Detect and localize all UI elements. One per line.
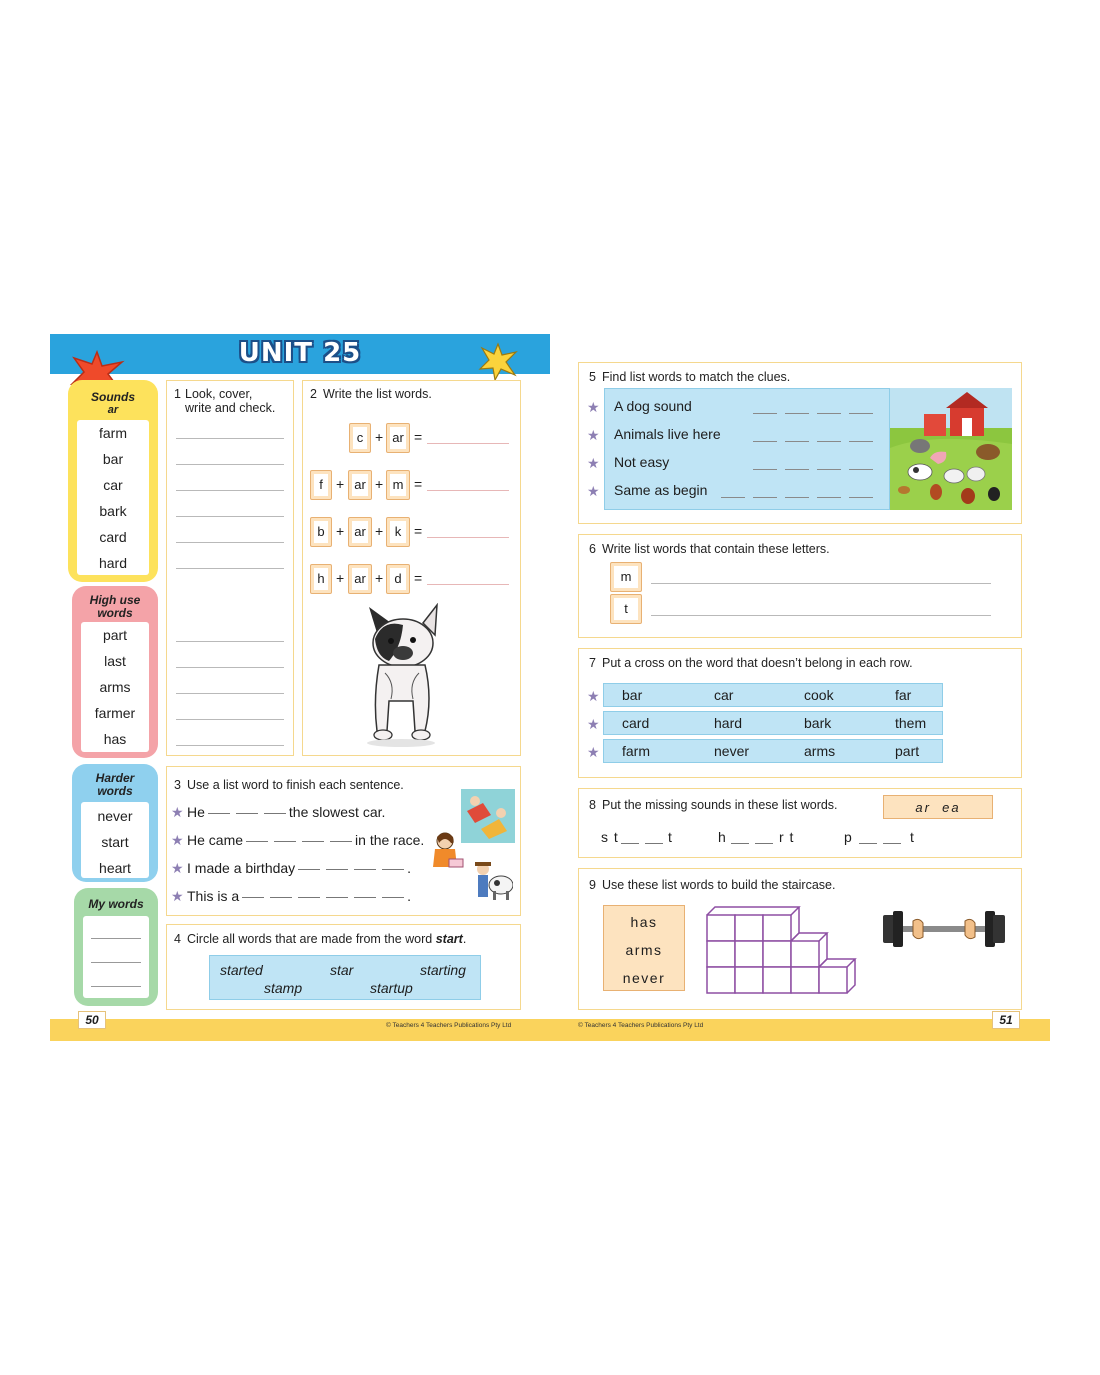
staircase-word: has [630, 914, 658, 930]
plus-sign: + [375, 429, 384, 445]
q5-instruction: Find list words to match the clues. [602, 370, 791, 384]
letter-blank[interactable] [721, 497, 745, 498]
answer-line[interactable] [427, 490, 509, 491]
answer-line[interactable] [176, 693, 284, 694]
harder-subtitle: words [97, 784, 133, 798]
sound-options-box [883, 795, 993, 819]
letter-tile: ar [386, 423, 410, 453]
letter-blank[interactable] [354, 896, 376, 898]
letter-blank[interactable] [753, 441, 777, 442]
row-word[interactable]: car [714, 687, 734, 703]
copyright-right: © Teachers 4 Teachers Publications Pty Ltd [578, 1022, 704, 1029]
barbell-illustration [879, 907, 1009, 951]
letter-blank[interactable] [326, 868, 348, 870]
letter-blank[interactable] [817, 441, 841, 442]
list-item: has [103, 731, 127, 747]
letter-tile: ar [348, 517, 372, 547]
row-word[interactable]: farm [622, 743, 650, 759]
letter-blank[interactable] [849, 441, 873, 442]
list-item: last [104, 653, 126, 669]
word-end: t [910, 829, 914, 845]
q4-number: 4 [174, 932, 181, 946]
q3-number: 3 [174, 778, 181, 792]
star-icon: ★ [587, 716, 600, 732]
letter-tile: t [610, 594, 642, 624]
q7-panel [578, 648, 1022, 778]
star-icon: ★ [171, 832, 184, 848]
letter-blank[interactable] [817, 469, 841, 470]
list-item: heart [99, 860, 131, 876]
writing-line [91, 986, 141, 987]
letter-blank[interactable] [326, 896, 348, 898]
star-icon: ★ [587, 483, 600, 499]
high-use-words-box [72, 586, 158, 758]
letter-blank[interactable] [785, 469, 809, 470]
letter-blank[interactable] [298, 896, 320, 898]
staircase-word-box [603, 905, 685, 991]
letter-blank[interactable] [817, 497, 841, 498]
letter-blank[interactable] [382, 896, 404, 898]
word-start: s t [601, 829, 619, 845]
letter-blank[interactable] [298, 868, 320, 870]
letter-blank[interactable] [785, 441, 809, 442]
footer-bar [50, 1019, 1050, 1041]
q7-row [603, 739, 943, 763]
letter-blank[interactable] [354, 868, 376, 870]
farmer-with-cow-illustration [471, 861, 513, 903]
q2-instruction: Write the list words. [323, 387, 432, 401]
row-word[interactable]: them [895, 715, 927, 731]
clue-text: Animals live here [614, 426, 721, 442]
q8-instruction: Put the missing sounds in these list words. [602, 798, 838, 812]
list-item: hard [98, 555, 128, 571]
list-item: farmer [94, 705, 136, 721]
letter-blank[interactable] [208, 812, 230, 814]
letter-tile: ar [348, 470, 372, 500]
q1-panel [166, 380, 294, 756]
sentence-1: He the slowest car. [187, 804, 386, 820]
harder-words-box [72, 764, 158, 882]
letter-blank[interactable] [849, 413, 873, 414]
word-end: t [668, 829, 672, 845]
writing-line [91, 938, 141, 939]
row-word[interactable]: bark [804, 715, 832, 731]
answer-line[interactable] [176, 667, 284, 668]
letter-blank[interactable] [859, 843, 877, 844]
yellow-star-icon [476, 342, 520, 382]
answer-line[interactable] [176, 438, 284, 439]
answer-line[interactable] [427, 443, 509, 444]
q6-panel [578, 534, 1022, 638]
high-use-title: High use [89, 593, 141, 607]
list-item: card [99, 529, 127, 545]
q2-number: 2 [310, 387, 317, 401]
letter-tile: c [349, 423, 371, 453]
star-icon: ★ [587, 427, 600, 443]
letter-blank[interactable] [264, 812, 286, 814]
letter-blank[interactable] [753, 469, 777, 470]
letter-tile: b [310, 517, 332, 547]
row-word[interactable]: hard [714, 715, 743, 731]
circle-word[interactable]: startup [370, 980, 413, 996]
q7-row [603, 683, 943, 707]
page-number-left: 50 [78, 1011, 106, 1029]
answer-line[interactable] [176, 719, 284, 720]
q6-instruction: Write list words that contain these letters. [602, 542, 830, 556]
q5-panel [578, 362, 1022, 524]
letter-blank[interactable] [785, 497, 809, 498]
letter-tile: m [386, 470, 410, 500]
high-use-word-list [81, 622, 149, 752]
letter-blank[interactable] [817, 413, 841, 414]
row-word[interactable]: cook [804, 687, 834, 703]
letter-tile: ar [348, 564, 372, 594]
star-icon: ★ [171, 860, 184, 876]
row-word[interactable]: card [622, 715, 650, 731]
answer-line[interactable] [651, 615, 991, 616]
equals-sign: = [414, 429, 423, 445]
row-word[interactable]: far [895, 687, 912, 703]
my-words-writing-area[interactable] [83, 916, 149, 998]
answer-line[interactable] [651, 583, 991, 584]
q4-word-box [209, 955, 481, 1000]
farm-illustration [890, 388, 1012, 510]
letter-blank[interactable] [785, 413, 809, 414]
q9-panel [578, 868, 1022, 1010]
letter-tile: k [386, 517, 410, 547]
q8-number: 8 [589, 798, 596, 812]
answer-line[interactable] [176, 490, 284, 491]
q9-instruction: Use these list words to build the staircase. [602, 878, 836, 892]
letter-blank[interactable] [246, 840, 268, 842]
letter-blank[interactable] [270, 896, 292, 898]
answer-line[interactable] [176, 464, 284, 465]
q7-row [603, 711, 943, 735]
q1-number: 1 [174, 387, 181, 401]
equals-sign: = [414, 570, 423, 586]
circle-word[interactable]: started [220, 962, 263, 978]
word-end: r t [779, 829, 795, 845]
star-icon: ★ [171, 888, 184, 904]
letter-blank[interactable] [330, 840, 352, 842]
plus-sign: + [375, 476, 384, 492]
plus-sign: + [336, 523, 345, 539]
circle-word[interactable]: starting [420, 962, 466, 978]
letter-blank[interactable] [645, 843, 663, 844]
letter-blank[interactable] [236, 812, 258, 814]
letter-blank[interactable] [242, 896, 264, 898]
word-start: p [844, 829, 852, 845]
plus-sign: + [375, 570, 384, 586]
q3-panel [166, 766, 521, 916]
letter-tile: h [310, 564, 332, 594]
bulldog-illustration [355, 603, 447, 749]
q2-panel [302, 380, 521, 756]
q5-number: 5 [589, 370, 596, 384]
row-word[interactable]: arms [804, 743, 836, 759]
writing-line [91, 962, 141, 963]
q1-instruction-line2: write and check. [185, 401, 276, 415]
q3-instruction: Use a list word to finish each sentence. [187, 778, 404, 792]
row-word[interactable]: part [895, 743, 920, 759]
plus-sign: + [336, 476, 345, 492]
q8-panel [578, 788, 1022, 858]
q4-instruction: Circle all words that are made from the word start. [187, 932, 467, 946]
answer-line[interactable] [427, 584, 509, 585]
letter-blank[interactable] [755, 843, 773, 844]
letter-blank[interactable] [621, 843, 639, 844]
row-word[interactable]: bar [622, 687, 643, 703]
my-words-box [74, 888, 158, 1006]
unit-title: UNIT 25 [238, 338, 362, 368]
q6-number: 6 [589, 542, 596, 556]
circle-word[interactable]: star [330, 962, 354, 978]
equals-sign: = [414, 523, 423, 539]
list-item: bar [102, 451, 124, 467]
plus-sign: + [336, 570, 345, 586]
answer-line[interactable] [176, 641, 284, 642]
sounds-word-list [77, 420, 149, 575]
sounds-ar-box [68, 380, 158, 582]
girl-with-cake-illustration [425, 831, 467, 873]
answer-line[interactable] [176, 516, 284, 517]
letter-blank[interactable] [274, 840, 296, 842]
letter-blank[interactable] [849, 497, 873, 498]
list-item: part [102, 627, 128, 643]
list-item: arms [99, 679, 131, 695]
letter-blank[interactable] [731, 843, 749, 844]
star-icon: ★ [171, 804, 184, 820]
clue-text: A dog sound [614, 398, 692, 414]
circle-word[interactable]: stamp [264, 980, 303, 996]
answer-line[interactable] [176, 542, 284, 543]
sentence-4: This is a . [187, 888, 412, 904]
race-cars-illustration [461, 789, 515, 843]
star-icon: ★ [587, 455, 600, 471]
list-item: farm [99, 425, 127, 441]
letter-tile: f [310, 470, 332, 500]
letter-blank[interactable] [849, 469, 873, 470]
page-number-right: 51 [992, 1011, 1020, 1029]
list-item: car [103, 477, 123, 493]
list-item: start [101, 834, 129, 850]
answer-line[interactable] [176, 745, 284, 746]
star-icon: ★ [587, 744, 600, 760]
letter-blank[interactable] [382, 868, 404, 870]
letter-blank[interactable] [302, 840, 324, 842]
sounds-subtitle: ar [107, 404, 119, 416]
letter-blank[interactable] [753, 413, 777, 414]
letter-tile: m [610, 562, 642, 592]
sentence-3: I made a birthday . [187, 860, 412, 876]
word-start: h [718, 829, 726, 845]
my-words-title: My words [88, 897, 144, 911]
staircase-word: never [622, 970, 666, 986]
harder-title: Harder [95, 771, 135, 785]
sound-options: ar ea [915, 800, 961, 815]
q4-panel [166, 924, 521, 1010]
equals-sign: = [414, 476, 423, 492]
harder-word-list [81, 802, 149, 878]
list-item: never [97, 808, 133, 824]
letter-blank[interactable] [883, 843, 901, 844]
letter-tile: d [386, 564, 410, 594]
answer-line[interactable] [176, 568, 284, 569]
clue-text: Not easy [614, 454, 670, 470]
answer-line[interactable] [427, 537, 509, 538]
copyright-left: © Teachers 4 Teachers Publications Pty Ltd [386, 1022, 512, 1029]
high-use-subtitle: words [97, 606, 133, 620]
star-icon: ★ [587, 688, 600, 704]
staircase-grid[interactable] [705, 905, 863, 997]
q7-number: 7 [589, 656, 596, 670]
staircase-word: arms [625, 942, 663, 958]
list-item: bark [99, 503, 127, 519]
q7-instruction: Put a cross on the word that doesn’t belong in each row. [602, 656, 913, 670]
letter-blank[interactable] [753, 497, 777, 498]
sentence-2: He came in the race. [187, 832, 425, 848]
row-word[interactable]: never [714, 743, 750, 759]
sounds-title: Sounds [91, 390, 135, 404]
clue-text: Same as begin [614, 482, 708, 498]
star-icon: ★ [587, 399, 600, 415]
q1-instruction-line1: Look, cover, [185, 387, 253, 401]
q9-number: 9 [589, 878, 596, 892]
plus-sign: + [375, 523, 384, 539]
